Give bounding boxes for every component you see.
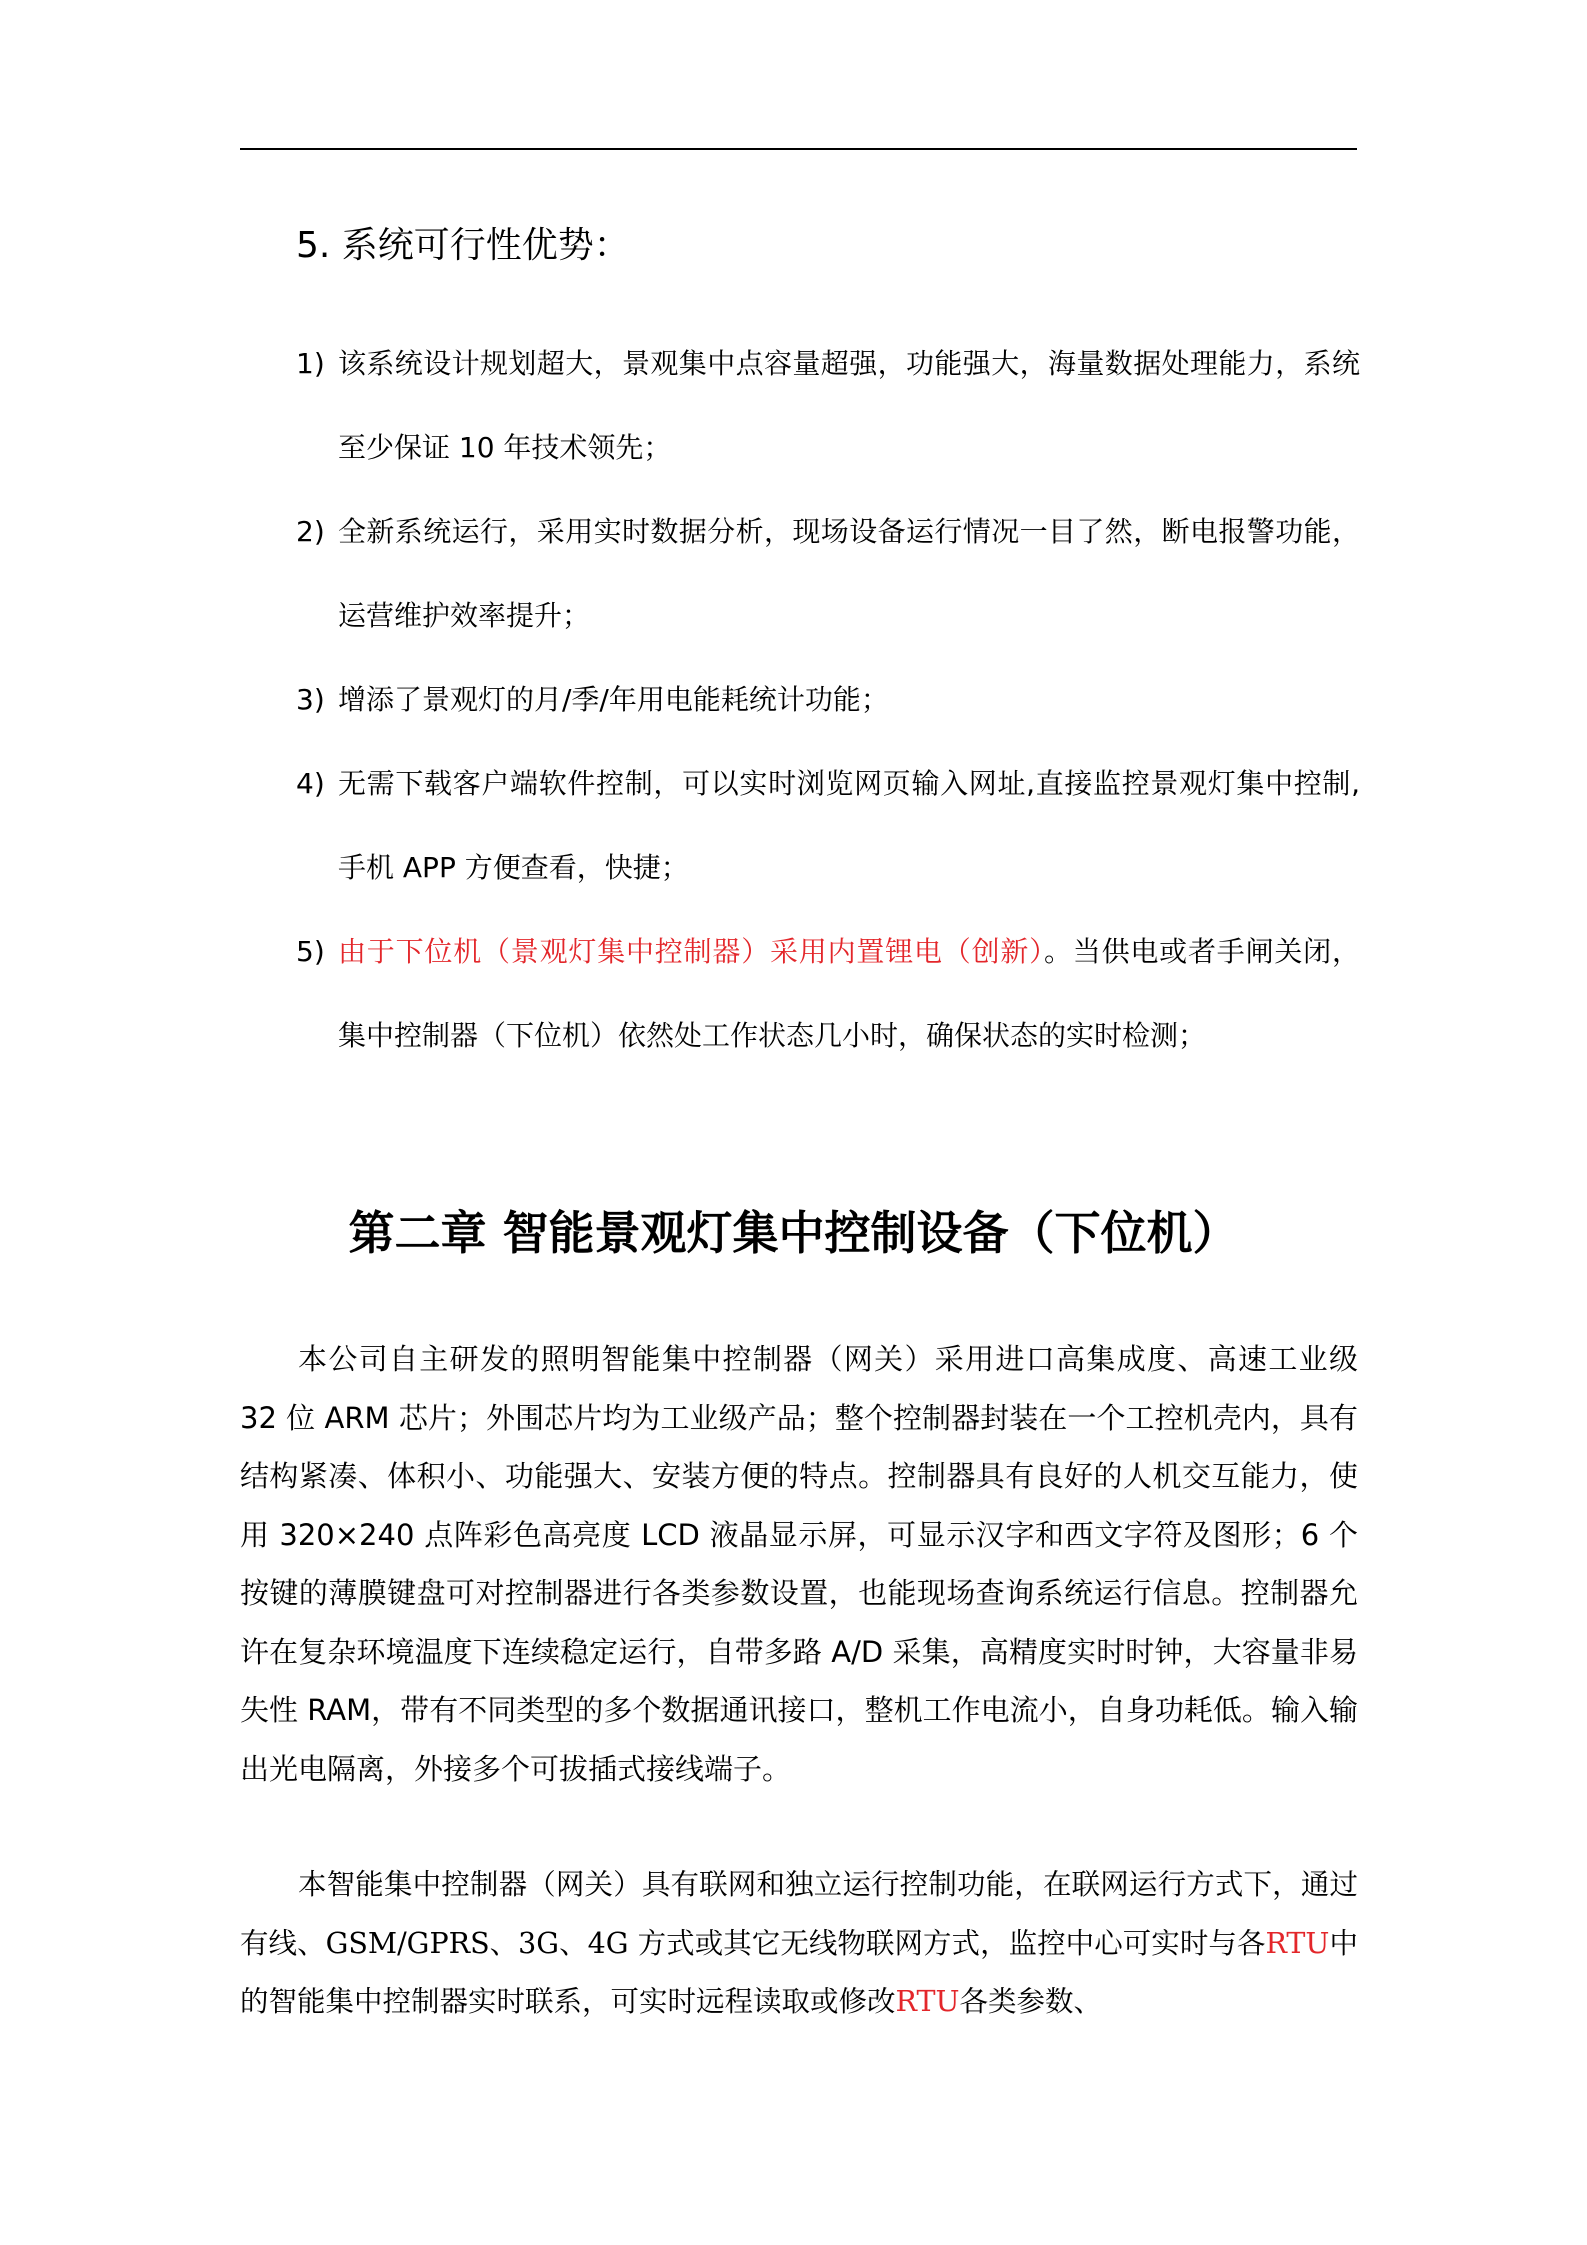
list-item-number: 2) [296, 515, 325, 548]
section-heading: 5. 系统可行性优势： [296, 225, 630, 266]
paragraph-text: 本智能集中控制器（网关）具有联网和独立运行控制功能，在联网运行方式下，通过有线、GSM/GPRS、3G、4G 方式或其它无线物联网方式，监控中心可实时与各 [240, 1868, 1358, 1960]
list-item [296, 910, 1360, 1078]
list-item-number: 3) [296, 683, 325, 716]
list-item-text: 增添了景观灯的月/季/年用电能耗统计功能； [338, 683, 889, 716]
advantages-list [296, 322, 1360, 1078]
paragraph-text: 中的智能集中控制器实时联系，可实时远程读取或修改 [240, 1926, 1358, 2018]
header-rule [240, 148, 1357, 150]
list-item-highlight: 由于下位机（景观灯集中控制器）采用内置锂电（创新） [338, 935, 1044, 968]
chapter-title: 第二章 智能景观灯集中控制设备（下位机） [348, 1206, 1239, 1260]
list-item-text: 全新系统运行，采用实时数据分析，现场设备运行情况一目了然，断电报警功能，运营维护效率提升； [338, 515, 1360, 632]
body-paragraph-2 [240, 1856, 1358, 2032]
list-item [296, 742, 1360, 910]
list-item-number: 4) [296, 767, 325, 800]
rtu-highlight: RTU [895, 1985, 960, 2018]
rtu-highlight: RTU [1265, 1926, 1330, 1960]
list-item-text: 无需下载客户端软件控制，可以实时浏览网页输入网址,直接监控景观灯集中控制,手机 APP 方便查看，快捷； [338, 767, 1360, 884]
paragraph-text: 各类参数、 [959, 1985, 1103, 2018]
list-item [296, 490, 1360, 658]
list-item-number: 1) [296, 347, 325, 380]
list-item-text: 。当供电或者手闸关闭，集中控制器（下位机）依然处工作状态几小时，确保状态的实时检测； [338, 935, 1360, 1052]
body-paragraph-1: 本公司自主研发的照明智能集中控制器（网关）采用进口高集成度、高速工业级 32 位 ARM 芯片；外围芯片均为工业级产品；整个控制器封装在一个工控机壳内，具有结构紧凑、体积小、功能强大、安装方便的特点。控制器具有良好的人机交互能力，使用 320×240 点阵彩色高亮度 LCD 液晶显示屏，可显示汉字和西文字符及图形；6 个按键的薄膜键盘可对控制器进行各类参数设置，也能现场查询系统运行信息。控制器允许在复杂环境温度下连续稳定运行，自带多路 A/D 采集，高精度实时时钟，大容量非易失性 RAM，带有不同类型的多个数据通讯接口，整机工作电流小，自身功耗低。输入输出光电隔离，外接多个可拔插式接线端子。 [240, 1342, 1358, 1786]
list-item [296, 322, 1360, 490]
list-item-text: 该系统设计规划超大，景观集中点容量超强，功能强大，海量数据处理能力，系统至少保证 10 年技术领先； [338, 347, 1360, 464]
list-item-number: 5) [296, 935, 325, 968]
list-item [296, 658, 1360, 742]
